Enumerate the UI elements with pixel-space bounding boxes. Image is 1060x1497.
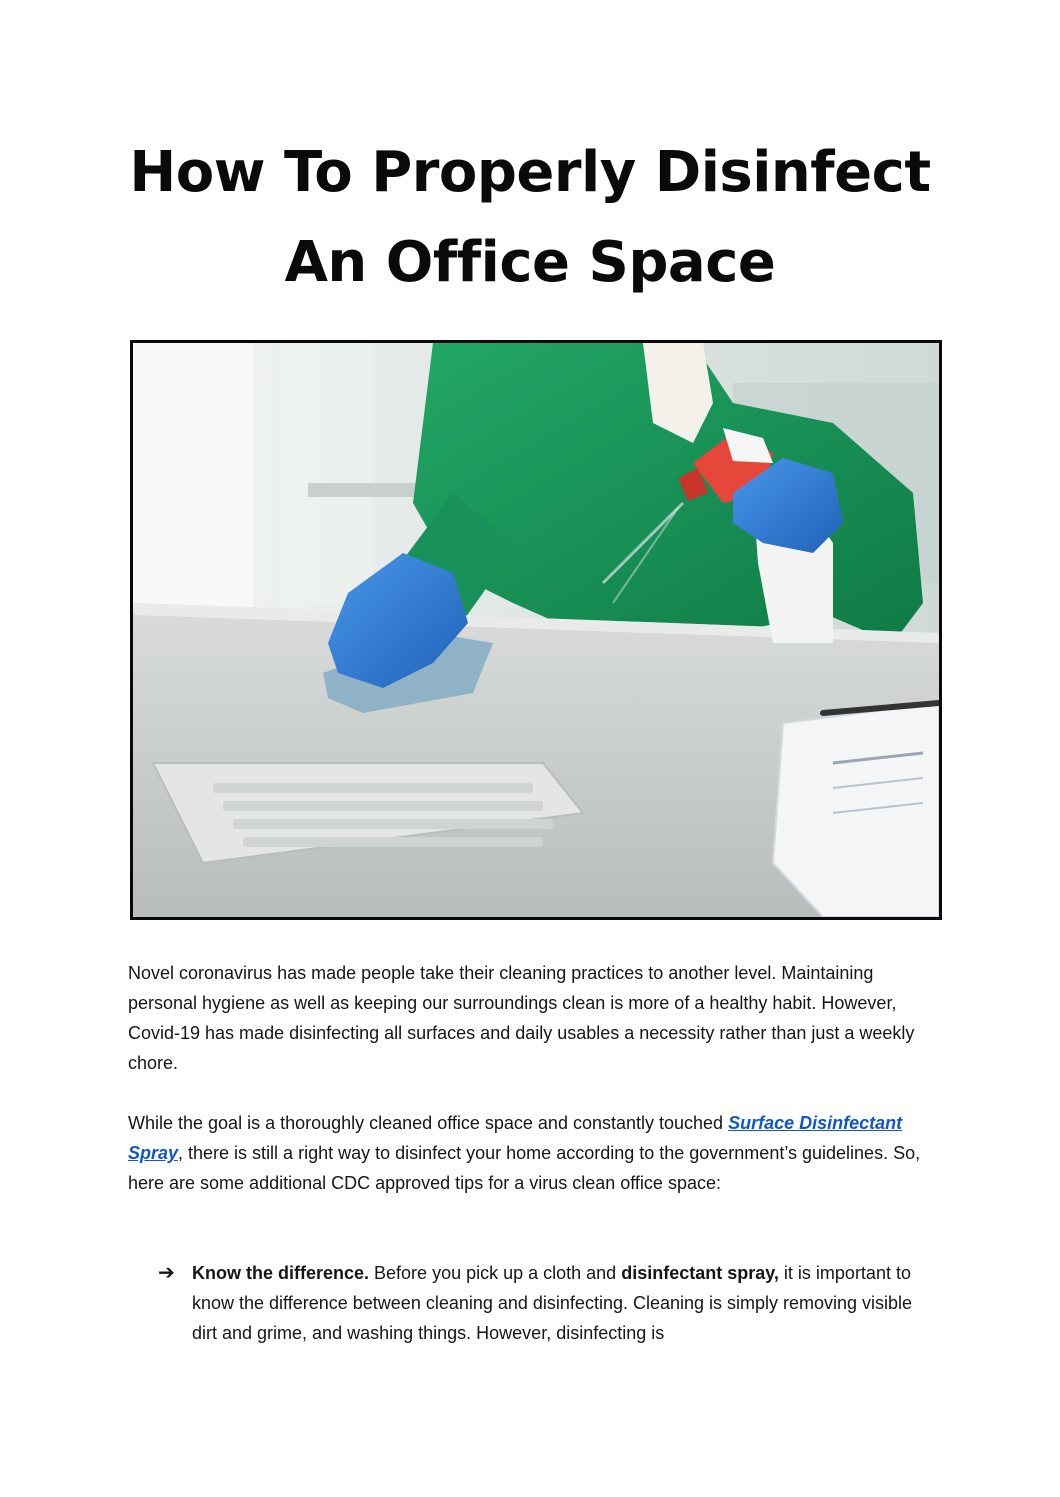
office-cleaning-illustration <box>133 343 939 917</box>
guidelines-paragraph <box>128 1108 928 1198</box>
tip-text-part-1: Before you pick up a cloth and <box>369 1263 622 1283</box>
guidelines-text-after-link: , there is still a right way to disinfect your home according to the government’s guidelines. So, here are some additional CDC approved tips for a virus clean office space: <box>128 1143 921 1193</box>
surface-disinfectant-spray-link[interactable]: Surface Disinfectant Spray <box>128 1113 903 1163</box>
arrow-right-icon: ➔ <box>158 1262 175 1284</box>
tip-bold-term: disinfectant spray, <box>621 1263 779 1283</box>
article-photo <box>130 340 942 920</box>
intro-paragraph: Novel coronavirus has made people take their cleaning practices to another level. Maintaining personal hygiene as well as keeping our surroundings clean is more of a healthy habit. However, Covid-19 has made disinfecting all surfaces and daily usables a necessity rather than just a weekly chore. <box>128 963 915 1073</box>
list-item <box>158 1258 928 1348</box>
tips-list <box>158 1258 928 1348</box>
tip-heading: Know the difference. <box>192 1263 370 1283</box>
guidelines-text-before-link: While the goal is a thoroughly cleaned office space and constantly touched <box>128 1113 729 1133</box>
tip-text-part-2: it is important to know the difference between cleaning and disinfecting. Cleaning is simply removing visible dirt and grime, and washing things. However, disinfecting is <box>192 1263 913 1343</box>
page-title: How To Properly Disinfect An Office Space <box>129 140 931 295</box>
